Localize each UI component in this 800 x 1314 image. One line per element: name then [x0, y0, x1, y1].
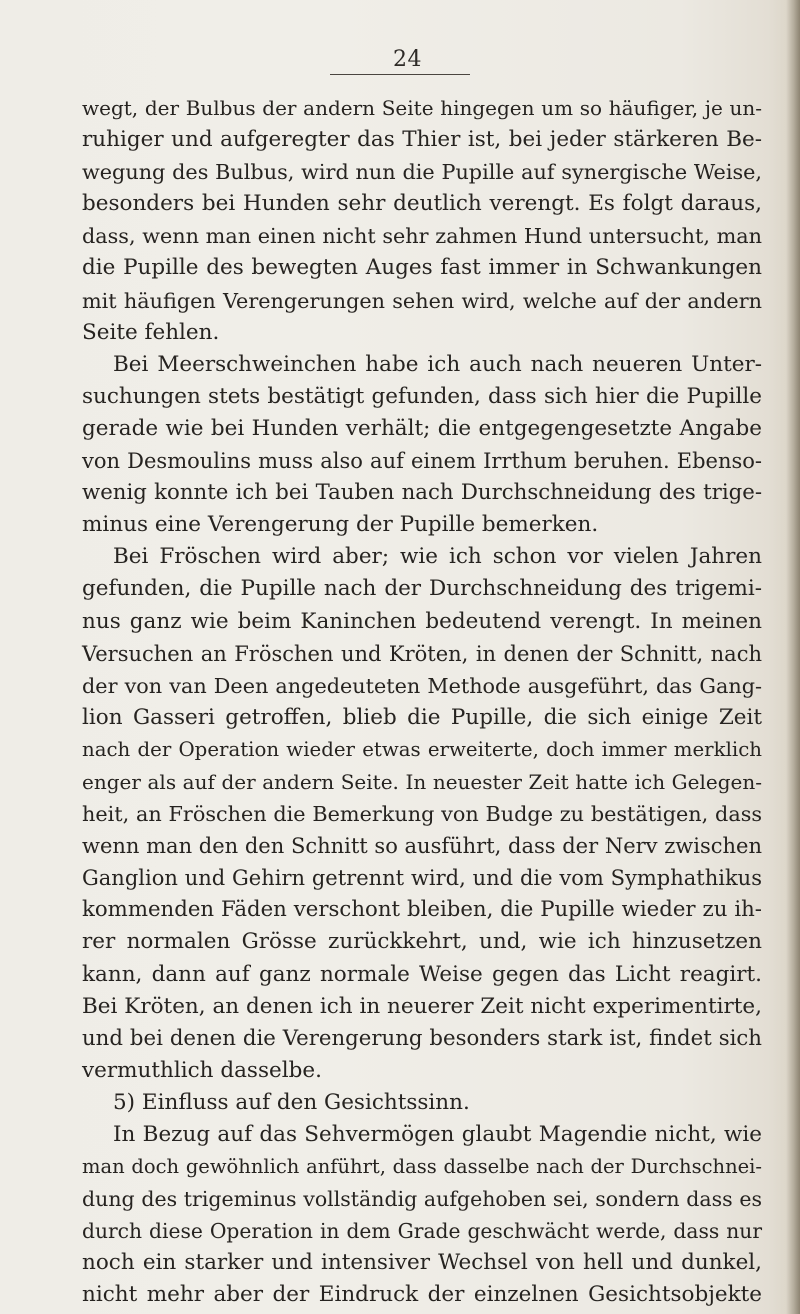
text-line: und bei denen die Verengerung besonders stark ist, findet sich [82, 1025, 762, 1051]
text-line: 5) Einfluss auf den Gesichtssinn. [113, 1089, 470, 1115]
text-line: mit häufigen Verengerungen sehen wird, welche auf der andern [82, 288, 762, 313]
text-line: Bei Meerschweinchen habe ich auch nach neueren Unter- [113, 351, 762, 377]
body-text [82, 92, 762, 1312]
text-line: lion Gasseri getroffen, blieb die Pupille, die sich einige Zeit [82, 704, 762, 730]
header-rule [330, 74, 470, 75]
text-line: dass, wenn man einen nicht sehr zahmen Hund untersucht, man [82, 224, 762, 249]
text-line: kommenden Fäden verschont bleiben, die Pupille wieder zu ih- [82, 897, 762, 923]
text-line: wenig konnte ich bei Tauben nach Durchschneidung des trige- [82, 480, 762, 506]
page-number: 24 [393, 47, 422, 72]
text-line: man doch gewöhnlich anführt, dass dasselbe nach der Durchschnei- [82, 1155, 762, 1179]
text-line: wegung des Bulbus, wird nun die Pupille auf synergische Weise, [82, 160, 762, 185]
text-line: vermuthlich dasselbe. [82, 1057, 322, 1083]
text-line: dung des trigeminus vollständig aufgehoben sei, sondern dass es [82, 1187, 762, 1212]
text-line: besonders bei Hunden sehr deutlich verengt. Es folgt daraus, [82, 191, 762, 217]
text-line: nach der Operation wieder etwas erweiterte, doch immer merklich [82, 737, 762, 761]
text-line: die Pupille des bewegten Auges fast immer in Schwankungen [82, 255, 762, 281]
text-line: rer normalen Grösse zurückkehrt, und, wie ich hinzusetzen [82, 929, 762, 955]
text-line: In Bezug auf das Sehvermögen glaubt Magendie nicht, wie [113, 1122, 762, 1147]
text-line: der von van Deen angedeuteten Methode ausgeführt, das Gang- [82, 673, 762, 698]
text-line: Bei Fröschen wird aber; wie ich schon vor vielen Jahren [113, 544, 762, 570]
text-line: wegt, der Bulbus der andern Seite hingegen um so häufiger, je un- [82, 96, 762, 120]
text-line: minus eine Verengerung der Pupille bemerken. [82, 512, 599, 538]
text-line: enger als auf der andern Seite. In neuester Zeit hatte ich Gelegen- [82, 769, 762, 794]
text-line: Bei Kröten, an denen ich in neuerer Zeit nicht experimentirte, [82, 993, 762, 1019]
text-line: von Desmoulins muss also auf einem Irrthum beruhen. Ebenso- [82, 449, 762, 474]
text-line: suchungen stets bestätigt gefunden, dass sich hier die Pupille [82, 383, 762, 409]
text-line: ruhiger und aufgeregter das Thier ist, bei jeder stärkeren Be- [82, 127, 762, 153]
text-line: Ganglion und Gehirn getrennt wird, und die vom Symphathikus [82, 866, 762, 891]
text-line: gerade wie bei Hunden verhält; die entgegengesetzte Angabe [82, 415, 762, 441]
text-line: Versuchen an Fröschen und Kröten, in denen der Schnitt, nach [82, 641, 762, 666]
text-line: nicht mehr aber der Eindruck der einzelnen Gesichtsobjekte [82, 1282, 762, 1308]
text-line: Seite fehlen. [82, 319, 220, 345]
text-line: gefunden, die Pupille nach der Durchschneidung des trigemi- [82, 576, 762, 602]
text-line: nus ganz wie beim Kaninchen bedeutend verengt. In meinen [82, 608, 762, 634]
text-line: durch diese Operation in dem Grade geschwächt werde, dass nur [82, 1219, 762, 1244]
page-edge-shadow [786, 0, 800, 1314]
text-line: heit, an Fröschen die Bemerkung von Budge zu bestätigen, dass [82, 802, 762, 827]
text-line: kann, dann auf ganz normale Weise gegen das Licht reagirt. [82, 961, 762, 987]
text-line: noch ein starker und intensiver Wechsel von hell und dunkel, [82, 1250, 762, 1276]
text-line: wenn man den den Schnitt so ausführt, dass der Nerv zwischen [82, 834, 762, 859]
